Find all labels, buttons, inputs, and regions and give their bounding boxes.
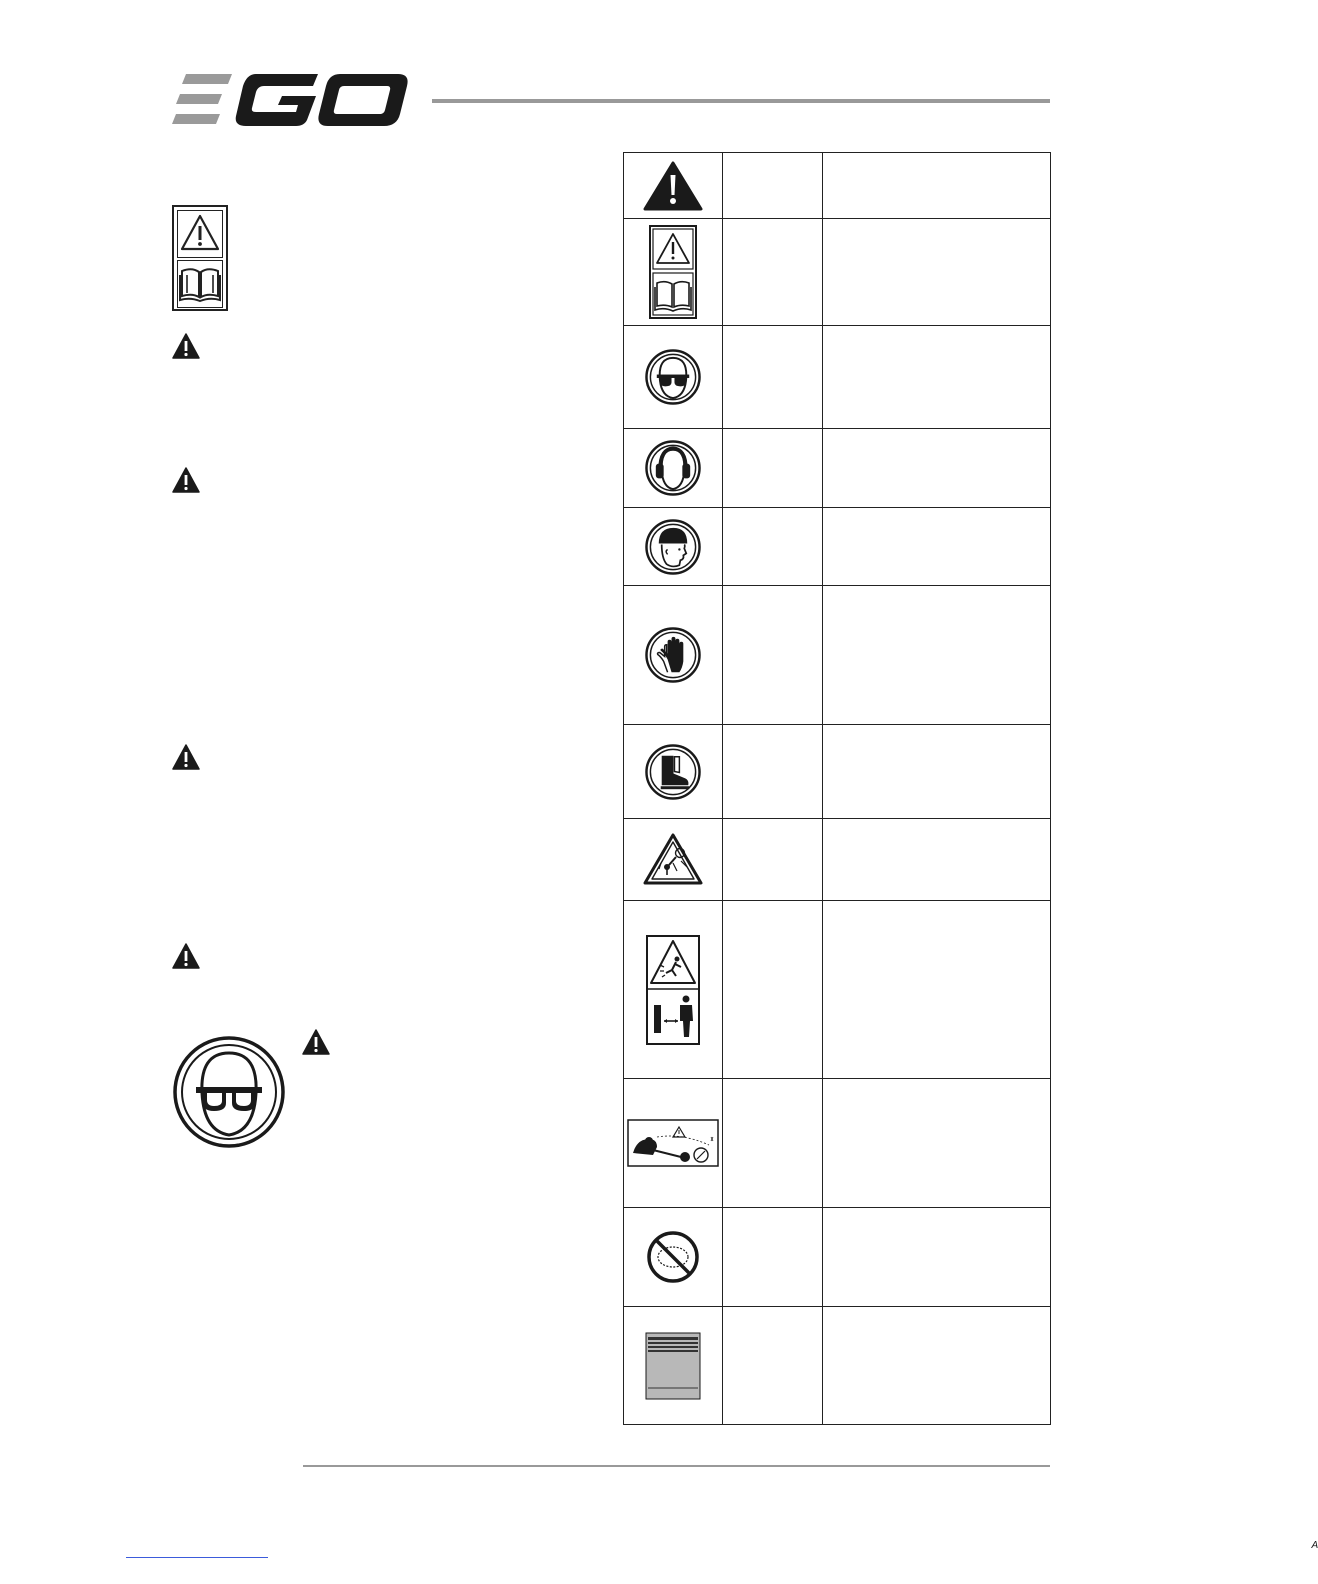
table-row: [624, 326, 1051, 429]
table-row: [624, 1208, 1051, 1307]
symbol-name: [723, 1208, 823, 1307]
table-row: [624, 819, 1051, 901]
warning-icon: [172, 943, 200, 969]
safety-alert-icon: [624, 153, 723, 219]
warning-icon: [172, 744, 200, 770]
keep-bystanders-away-icon: [624, 901, 723, 1079]
symbol-description: [823, 508, 1051, 586]
symbol-description: [823, 326, 1051, 429]
symbol-name: [723, 153, 823, 219]
footer-link-underline[interactable]: [126, 1557, 268, 1558]
header-rule: [432, 99, 1050, 103]
symbol-name: [723, 819, 823, 901]
read-manual-icon: [177, 260, 223, 308]
symbol-description: [823, 429, 1051, 508]
eye-protection-icon: [624, 326, 723, 429]
footer-rule: [303, 1465, 1050, 1467]
head-protection-icon: [624, 508, 723, 586]
symbol-name: [723, 1307, 823, 1425]
table-row: [624, 219, 1051, 326]
rating-label-letter: A: [1311, 1539, 1318, 1551]
gloves-icon: [624, 586, 723, 725]
symbol-name: [723, 326, 823, 429]
ear-protection-icon: [624, 429, 723, 508]
symbol-name: [723, 1079, 823, 1208]
symbol-name: [723, 508, 823, 586]
table-row: [624, 508, 1051, 586]
blade-thrust-icon: [624, 1079, 723, 1208]
read-manual-sign-icon: [624, 219, 723, 326]
symbol-description: [823, 819, 1051, 901]
rating-label-icon: [624, 1307, 1318, 1551]
symbol-description: [823, 153, 1051, 219]
symbol-name: [723, 219, 823, 326]
no-blade-icon: [624, 1208, 723, 1307]
symbol-table: [623, 152, 1318, 1551]
symbol-description: [823, 725, 1051, 819]
symbol-name: [723, 586, 823, 725]
table-row: [624, 725, 1051, 819]
table-row: [624, 429, 1051, 508]
safety-goggles-icon: [172, 1035, 286, 1149]
symbol-description: [823, 1307, 1051, 1425]
symbol-description: [823, 901, 1051, 1079]
symbol-name: [723, 901, 823, 1079]
symbol-description: [823, 219, 1051, 326]
warning-triangle-icon: [177, 210, 223, 258]
warning-read-manual-label: [172, 205, 228, 311]
symbol-description: [823, 586, 1051, 725]
symbol-description: [823, 1079, 1051, 1208]
table-row: [624, 586, 1051, 725]
ego-logo: [172, 72, 408, 128]
warning-icon: [172, 467, 200, 493]
symbol-name: [723, 725, 823, 819]
table-row: [624, 901, 1051, 1079]
table-row: [624, 1079, 1051, 1208]
table-row: [624, 1307, 1051, 1425]
warning-icon: [302, 1029, 330, 1055]
symbol-name: [723, 429, 823, 508]
warning-icon: [172, 333, 200, 359]
symbol-description: [823, 1208, 1051, 1307]
boots-icon: [624, 725, 723, 819]
table-row: [624, 153, 1051, 219]
thrown-objects-icon: [624, 819, 723, 901]
